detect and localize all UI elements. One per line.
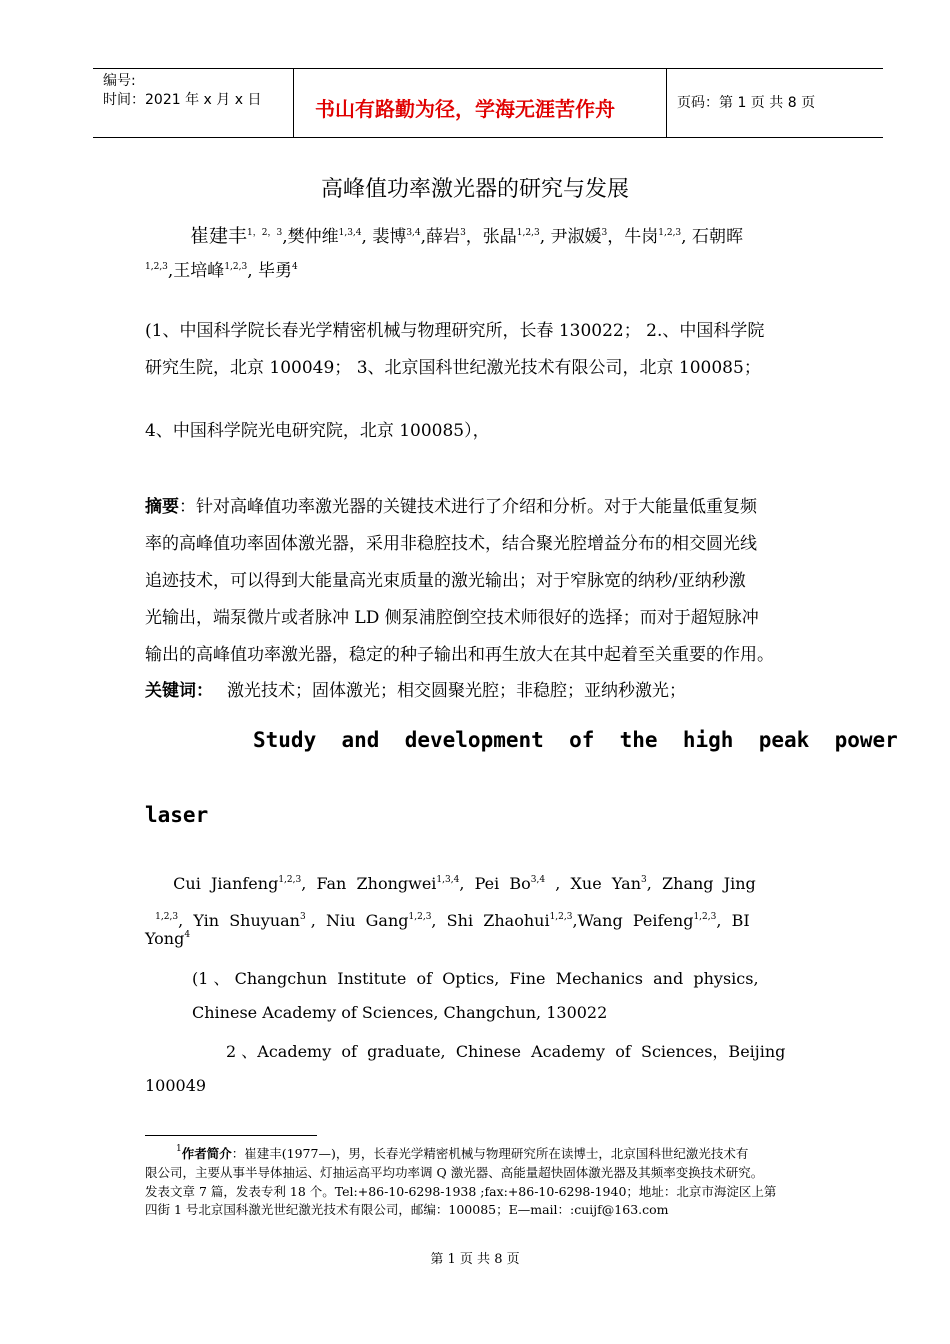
header-left-cell xyxy=(93,69,294,137)
keywords-line xyxy=(145,673,686,709)
author-name: Yong xyxy=(145,929,185,948)
author-sup: 3 xyxy=(641,875,647,885)
english-title-line2: laser xyxy=(145,803,209,827)
author-name: ，张晶 xyxy=(465,227,517,247)
header-center-cell xyxy=(293,69,667,137)
footnote-text: ：崔建丰(1977—)，男，长春光学精密机械与物理研究所在读博士，北京国科世纪激光技术有 xyxy=(231,1146,749,1161)
abstract-line5: 输出的高峰值功率激光器，稳定的种子输出和再生放大在其中起着至关重要的作用。 xyxy=(145,645,774,665)
abstract-line3: 追迹技术，可以得到大能量高光束质量的激光输出；对于窄脉宽的纳秒/亚纳秒激 xyxy=(145,571,746,591)
page-footer: 第 1 页 共 8 页 xyxy=(430,1252,520,1267)
keywords-text: 激光技术；固体激光；相交圆聚光腔；非稳腔；亚纳秒激光； xyxy=(227,681,686,701)
author-sup: 3 xyxy=(460,228,466,238)
english-affiliation-line3: 2 、Academy of graduate, Chinese Academy of Sciences，Beijing xyxy=(226,1042,786,1061)
footnote-label: 作者简介 xyxy=(181,1146,232,1161)
author-list-line1 xyxy=(190,218,743,255)
author-sup: 1,2,3 xyxy=(516,228,540,238)
abstract-line2: 率的高峰值功率固体激光器，采用非稳腔技术，结合聚光腔增益分布的相交圆光线 xyxy=(145,534,757,554)
abstract-label: 摘要 xyxy=(145,497,179,517)
footnote-line2: 限公司，主要从事半导体抽运、灯抽运高平均功率调 Q 激光器、高能量超快固体激光器及其频率变换技术研究。 xyxy=(145,1165,764,1180)
english-affiliation-line4: 100049 xyxy=(145,1076,207,1095)
english-authors-line1 xyxy=(163,855,756,893)
author-name: , 毕勇 xyxy=(247,261,293,281)
header-motto: 书山有路勤为径，学海无涯苦作舟 xyxy=(315,97,615,121)
author-name: , 尹淑媛 xyxy=(539,227,602,247)
author-name: , Pei Bo xyxy=(459,874,531,893)
author-sup: 1,2,3 xyxy=(408,912,432,922)
footnote-separator xyxy=(145,1135,317,1136)
author-sup: 4 xyxy=(292,262,298,272)
paper-title: 高峰值功率激光器的研究与发展 xyxy=(320,177,629,202)
author-name: , BI xyxy=(716,911,750,930)
abstract-text: ：针对高峰值功率激光器的关键技术进行了介绍和分析。对于大能量低重复频 xyxy=(179,497,757,517)
page-header xyxy=(93,68,883,138)
affiliation-line2: 研究生院，北京 100049； 3、北京国科世纪激光技术有限公司，北京 100085； xyxy=(145,358,761,378)
english-affiliation-line2: Chinese Academy of Sciences, Changchun, 130022 xyxy=(192,1003,608,1022)
author-sup: 1,3,4 xyxy=(436,875,460,885)
header-page-number: 页码：第 1 页 共 8 页 xyxy=(677,95,816,111)
author-sup: 3,4 xyxy=(530,875,546,885)
author-sup: 1,2,3 xyxy=(549,912,573,922)
author-name: , 裴博 xyxy=(361,227,407,247)
author-name: , Yin Shuyuan xyxy=(178,911,300,930)
author-sup: 4 xyxy=(184,930,191,940)
author-name: , Zhang Jing xyxy=(646,874,756,893)
author-sup: 3 xyxy=(601,228,608,238)
author-sup: 3 xyxy=(299,912,306,922)
author-name: Cui Jianfeng xyxy=(173,874,279,893)
english-authors-line3 xyxy=(145,929,190,948)
author-sup: 1,3,4 xyxy=(338,228,362,238)
document-time-label: 时间：2021 年 x 月 x 日 xyxy=(103,92,262,108)
abstract-line1 xyxy=(145,489,757,525)
english-affiliation-line1: (1 、 Changchun Institute of Optics, Fine Mechanics and physics, xyxy=(192,969,759,988)
author-sup: 1,2,3 xyxy=(145,262,168,272)
author-name: 崔建丰 xyxy=(190,225,248,247)
footnote-mark: 1 xyxy=(176,1144,182,1154)
author-name: , 石朝晖 xyxy=(681,227,743,247)
author-sup: 1,2,3 xyxy=(278,875,302,885)
abstract-line4: 光输出，端泵微片或者脉冲 LD 侧泵浦腔倒空技术师很好的选择；而对于超短脉冲 xyxy=(145,608,759,628)
author-name: , Fan Zhongwei xyxy=(301,874,437,893)
affiliation-line1: (1、中国科学院长春光学精密机械与物理研究所，长春 130022； 2.、中国科学院 xyxy=(145,321,765,341)
affiliation-line3: 4、中国科学院光电研究院，北京 100085）， xyxy=(145,421,490,441)
footnote-line1 xyxy=(176,1144,748,1163)
author-name: ,王培峰 xyxy=(167,261,225,281)
author-name: , Niu Gang xyxy=(305,911,409,930)
footnote-line3: 发表文章 7 篇，发表专利 18 个。Tel:+86-10-6298-1938 ;fax:+86-10-6298-1940；地址：北京市海淀区上第 xyxy=(145,1184,777,1199)
author-name: , Shi Zhaohui xyxy=(431,911,550,930)
author-name: ,樊仲维 xyxy=(282,227,339,247)
author-sup: 3,4 xyxy=(406,228,421,238)
keywords-label: 关键词： xyxy=(145,681,213,701)
english-title-line1: Study and development of the high peak power xyxy=(253,728,898,752)
author-name: ,薛岩 xyxy=(420,227,461,247)
author-name: ，牛岗 xyxy=(607,227,659,247)
author-name: ,Wang Peifeng xyxy=(572,911,694,930)
author-sup: 1，2，3 xyxy=(247,228,283,238)
header-right-cell xyxy=(667,69,883,137)
document-number-label: 编号: xyxy=(103,73,136,89)
english-authors-line2 xyxy=(145,892,750,930)
author-sup: 1,2,3 xyxy=(658,228,682,238)
footnote-line4: 四街 1 号北京国科激光世纪激光技术有限公司，邮编：100085；E—mail：:cuijf@163.com xyxy=(145,1202,669,1217)
author-list-line2 xyxy=(145,253,298,289)
author-name: , Xue Yan xyxy=(545,874,642,893)
author-sup: 1,2,3 xyxy=(224,262,248,272)
author-sup: 1,2,3 xyxy=(155,912,179,922)
author-sup: 1,2,3 xyxy=(693,912,717,922)
